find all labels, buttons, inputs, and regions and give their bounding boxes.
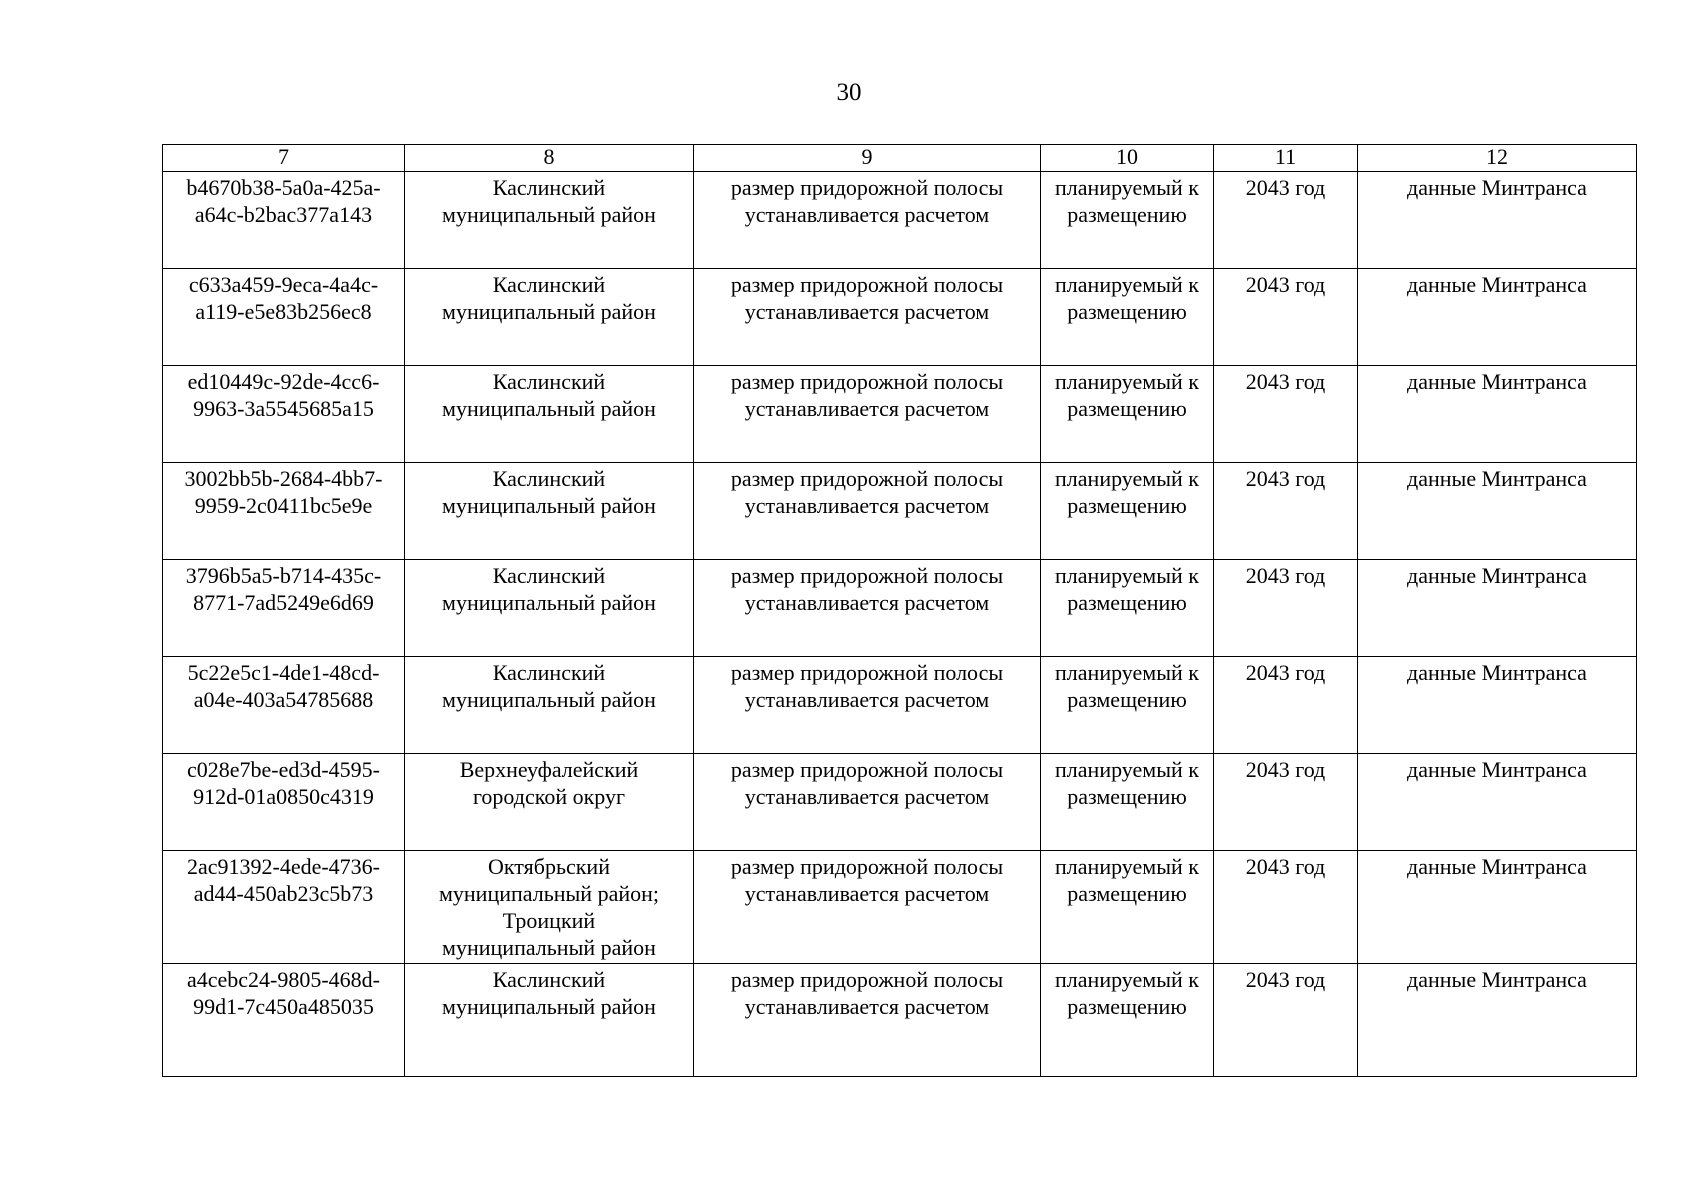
status-cell: планируемый к размещению [1041, 366, 1214, 463]
zone-size-cell: размер придорожной полосы устанавливается расчетом [694, 754, 1041, 851]
municipality-cell: Каслинский муниципальный район [405, 366, 694, 463]
object-id-cell: 5c22e5c1-4de1-48cd- a04e-403a54785688 [163, 657, 405, 754]
year-cell: 2043 год [1214, 269, 1358, 366]
table-row [163, 172, 1637, 269]
source-cell: данные Минтранса [1358, 269, 1637, 366]
year-cell: 2043 год [1214, 560, 1358, 657]
municipality-cell: Октябрьский муниципальный район; Троицкий муниципальный район [405, 851, 694, 964]
column-header: 9 [694, 145, 1041, 172]
source-cell: данные Минтранса [1358, 964, 1637, 1077]
column-header: 7 [163, 145, 405, 172]
zone-size-cell: размер придорожной полосы устанавливается расчетом [694, 560, 1041, 657]
municipality-cell: Каслинский муниципальный район [405, 964, 694, 1077]
municipality-cell: Каслинский муниципальный район [405, 269, 694, 366]
zone-size-cell: размер придорожной полосы устанавливается расчетом [694, 366, 1041, 463]
table-row [163, 657, 1637, 754]
object-id-cell: ed10449c-92de-4cc6- 9963-3a5545685a15 [163, 366, 405, 463]
source-cell: данные Минтранса [1358, 560, 1637, 657]
object-id-cell: a4cebc24-9805-468d- 99d1-7c450a485035 [163, 964, 405, 1077]
source-cell: данные Минтранса [1358, 851, 1637, 964]
municipality-cell: Каслинский муниципальный район [405, 560, 694, 657]
source-cell: данные Минтранса [1358, 754, 1637, 851]
zone-size-cell: размер придорожной полосы устанавливается расчетом [694, 463, 1041, 560]
year-cell: 2043 год [1214, 657, 1358, 754]
zone-size-cell: размер придорожной полосы устанавливается расчетом [694, 172, 1041, 269]
object-id-cell: c633a459-9eca-4a4c- a119-e5e83b256ec8 [163, 269, 405, 366]
status-cell: планируемый к размещению [1041, 463, 1214, 560]
table-row [163, 754, 1637, 851]
column-header: 10 [1041, 145, 1214, 172]
year-cell: 2043 год [1214, 754, 1358, 851]
year-cell: 2043 год [1214, 463, 1358, 560]
year-cell: 2043 год [1214, 851, 1358, 964]
zone-size-cell: размер придорожной полосы устанавливается расчетом [694, 964, 1041, 1077]
source-cell: данные Минтранса [1358, 463, 1637, 560]
municipality-cell: Каслинский муниципальный район [405, 463, 694, 560]
object-id-cell: b4670b38-5a0a-425a- a64c-b2bac377a143 [163, 172, 405, 269]
status-cell: планируемый к размещению [1041, 754, 1214, 851]
zone-size-cell: размер придорожной полосы устанавливается расчетом [694, 657, 1041, 754]
status-cell: планируемый к размещению [1041, 851, 1214, 964]
source-cell: данные Минтранса [1358, 657, 1637, 754]
object-id-cell: 3002bb5b-2684-4bb7- 9959-2c0411bc5e9e [163, 463, 405, 560]
table-row [163, 366, 1637, 463]
object-id-cell: 2ac91392-4ede-4736- ad44-450ab23c5b73 [163, 851, 405, 964]
data-table [162, 144, 1637, 1077]
source-cell: данные Минтранса [1358, 366, 1637, 463]
year-cell: 2043 год [1214, 366, 1358, 463]
column-header: 12 [1358, 145, 1637, 172]
municipality-cell: Каслинский муниципальный район [405, 657, 694, 754]
status-cell: планируемый к размещению [1041, 172, 1214, 269]
object-id-cell: 3796b5a5-b714-435c- 8771-7ad5249e6d69 [163, 560, 405, 657]
table-row [163, 851, 1637, 964]
column-header: 11 [1214, 145, 1358, 172]
municipality-cell: Каслинский муниципальный район [405, 172, 694, 269]
status-cell: планируемый к размещению [1041, 560, 1214, 657]
municipality-cell: Верхнеуфалейский городской округ [405, 754, 694, 851]
zone-size-cell: размер придорожной полосы устанавливается расчетом [694, 851, 1041, 964]
table-row [163, 964, 1637, 1077]
column-header: 8 [405, 145, 694, 172]
table-header-row [163, 145, 1637, 172]
page-number: 30 [836, 79, 862, 106]
status-cell: планируемый к размещению [1041, 657, 1214, 754]
table-row [163, 269, 1637, 366]
object-id-cell: c028e7be-ed3d-4595- 912d-01a0850c4319 [163, 754, 405, 851]
source-cell: данные Минтранса [1358, 172, 1637, 269]
year-cell: 2043 год [1214, 172, 1358, 269]
table-row [163, 560, 1637, 657]
status-cell: планируемый к размещению [1041, 964, 1214, 1077]
table-row [163, 463, 1637, 560]
year-cell: 2043 год [1214, 964, 1358, 1077]
zone-size-cell: размер придорожной полосы устанавливается расчетом [694, 269, 1041, 366]
status-cell: планируемый к размещению [1041, 269, 1214, 366]
